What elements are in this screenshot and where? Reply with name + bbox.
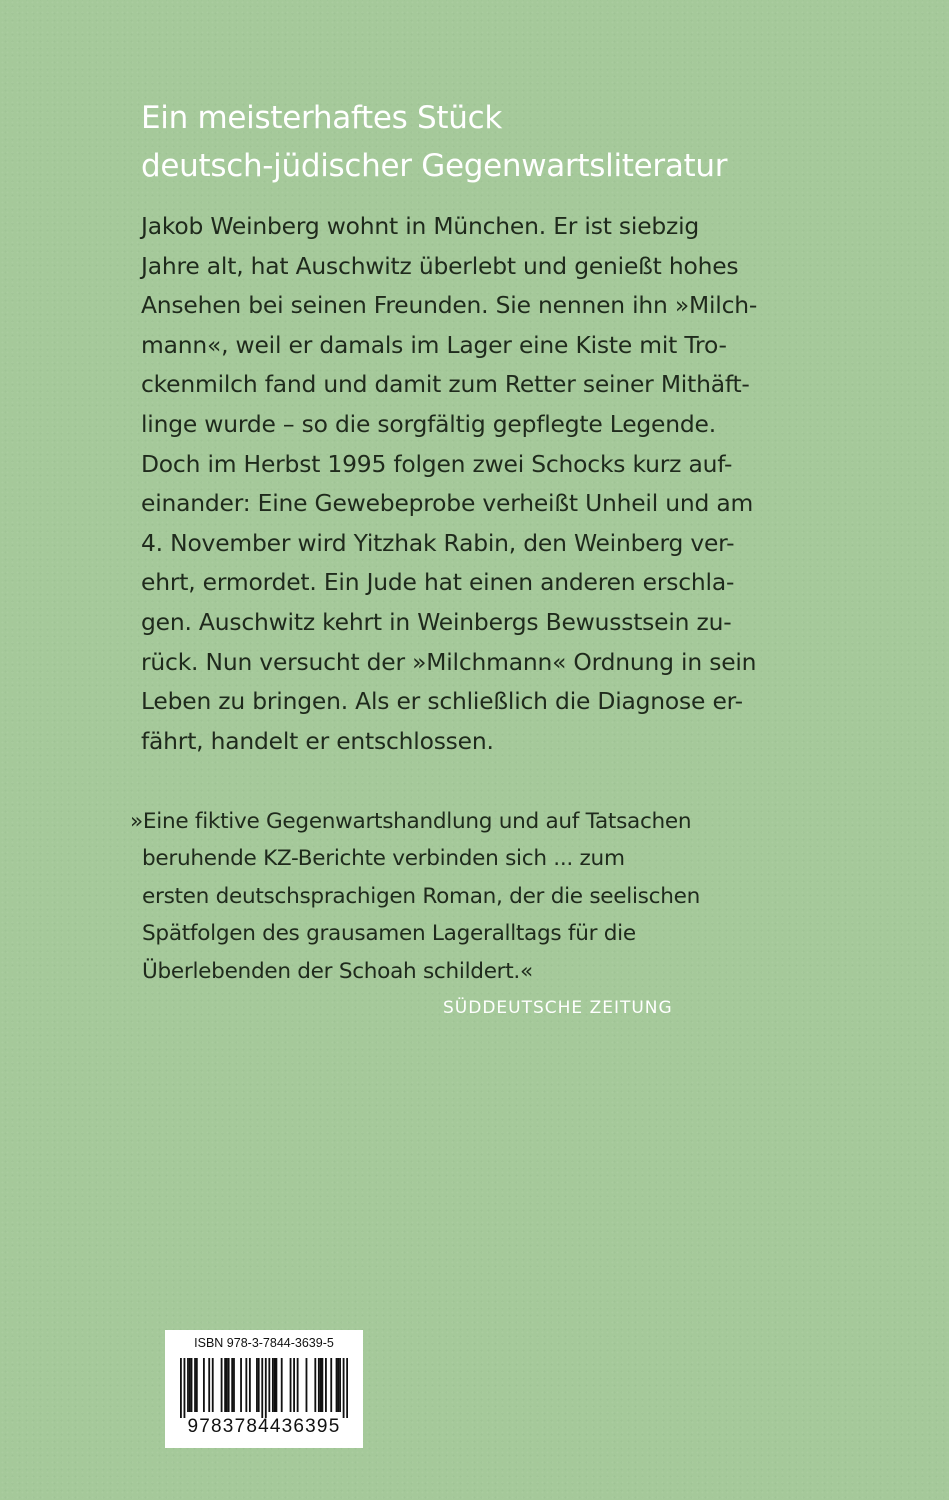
barcode-digits: 9783784436395	[187, 1416, 341, 1437]
review-line: Spätfolgen des grausamen Lageralltags für die	[142, 921, 636, 947]
barcode-bar	[258, 1358, 260, 1412]
barcode-bar	[240, 1358, 242, 1412]
barcode-bar	[275, 1358, 277, 1412]
headline-line: deutsch-jüdischer Gegenwartsliteratur	[141, 148, 728, 184]
blurb-line: fährt, handelt er entschlossen.	[141, 726, 494, 755]
barcode-bar	[337, 1358, 339, 1412]
review-source: SÜDDEUTSCHE ZEITUNG	[443, 998, 673, 1018]
blurb-line: mann«, weil er damals im Lager eine Kiste mit Tro-	[141, 330, 727, 359]
barcode-bar	[293, 1358, 295, 1412]
blurb-line: 4. November wird Yitzhak Rabin, den Weinberg ver-	[141, 528, 735, 557]
blurb-line: Jakob Weinberg wohnt in München. Er ist siebzig	[141, 212, 700, 240]
blurb-text	[141, 207, 931, 761]
barcode-bar	[265, 1358, 267, 1418]
isbn-label: ISBN 978-3-7844-3639-5	[194, 1336, 334, 1350]
barcode-bar	[256, 1358, 258, 1412]
barcode-bar	[306, 1358, 308, 1412]
review-line: ersten deutschsprachigen Roman, der die seelischen	[142, 883, 700, 909]
blurb-line: Leben zu bringen. Als er schließlich die Diagnose er-	[141, 687, 743, 716]
blurb-line: Ansehen bei seinen Freunden. Sie nennen ihn »Milch-	[141, 291, 758, 320]
barcode-bar	[336, 1358, 338, 1412]
barcode-bar	[184, 1358, 186, 1418]
barcode-bar	[231, 1358, 233, 1412]
headline-line: Ein meisterhaftes Stück	[141, 100, 502, 136]
barcode-bar	[233, 1358, 235, 1412]
blurb-line: gen. Auschwitz kehrt in Weinbergs Bewusstsein zu-	[141, 607, 732, 636]
barcode-bar	[208, 1358, 210, 1412]
barcode-bar	[320, 1358, 322, 1412]
barcode-bar	[274, 1358, 276, 1412]
headline	[141, 94, 921, 190]
blurb-line: einander: Eine Gewebeprobe verheißt Unheil und am	[141, 489, 754, 518]
barcode-bar	[325, 1358, 327, 1412]
barcode-bar	[339, 1358, 341, 1412]
barcode-bar	[228, 1358, 230, 1412]
review-line: beruhende KZ-Berichte verbinden sich ... zum	[142, 846, 625, 872]
barcode-bars	[180, 1358, 348, 1418]
barcode-bar	[318, 1358, 320, 1412]
barcode-bar	[346, 1358, 348, 1418]
blurb-line: Doch im Herbst 1995 folgen zwei Schocks kurz auf-	[141, 449, 733, 478]
barcode-bar	[272, 1358, 274, 1412]
barcode-bar	[330, 1358, 332, 1412]
barcode-bar	[268, 1358, 270, 1412]
barcode-bar	[212, 1358, 214, 1412]
blurb-line: Jahre alt, hat Auschwitz überlebt und genießt hohes	[141, 251, 739, 280]
blurb-line: ehrt, ermordet. Ein Jude hat einen anderen erschla-	[141, 568, 735, 597]
barcode-bar	[226, 1358, 228, 1412]
barcode-bar	[261, 1358, 263, 1418]
barcode-bar	[221, 1358, 223, 1412]
blurb-line: linge wurde – so die sorgfältig gepflegte Legende.	[141, 409, 716, 438]
review-line: »Eine fiktive Gegenwartshandlung und auf Tatsachen	[130, 809, 692, 834]
barcode-bar	[187, 1358, 189, 1412]
barcode-bar	[297, 1358, 299, 1412]
blurb-line: rück. Nun versucht der »Milchmann« Ordnung in sein	[141, 647, 757, 676]
barcode-bar	[245, 1358, 247, 1412]
barcode-bar	[343, 1358, 345, 1418]
barcode-bar	[290, 1358, 292, 1412]
barcode-bar	[321, 1358, 323, 1412]
barcode-bar	[191, 1358, 193, 1412]
review-quote	[130, 803, 910, 990]
barcode-bar	[194, 1358, 196, 1412]
barcode-bar	[196, 1358, 198, 1412]
barcode-bar	[249, 1358, 251, 1412]
barcode-bar	[180, 1358, 182, 1418]
barcode-bar	[224, 1358, 226, 1412]
barcode-bar	[281, 1358, 283, 1412]
blurb-line: ckenmilch fand und damit zum Retter seiner Mithäft-	[141, 370, 750, 399]
barcode-bar	[203, 1358, 205, 1412]
barcode-bar	[189, 1358, 191, 1412]
barcode-bar	[314, 1358, 316, 1412]
isbn-barcode	[165, 1330, 363, 1448]
review-line: Überlebenden der Schoah schildert.«	[142, 958, 533, 984]
